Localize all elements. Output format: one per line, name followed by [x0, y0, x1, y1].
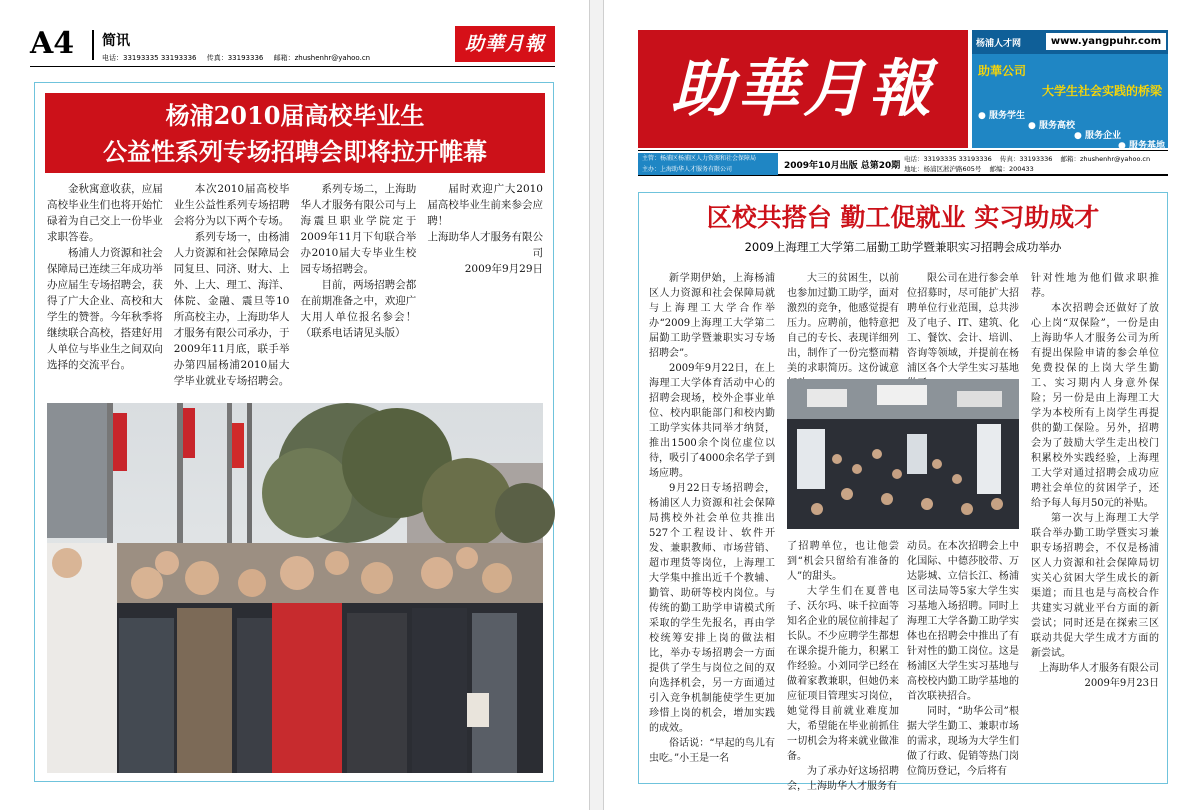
service-tag: ● 服务基地	[1118, 141, 1166, 151]
paragraph: 9月22日专场招聘会，杨浦区人力资源和社会保障局携校外社会单位共推出527个工程设计、软件开发、兼职教师、市场营销、超市理货等岗位，上海理工大学集中推出近千个教辅、勤管、助研等校内岗位。与传统的勤工助学申请模式所采取的学生先报名，再由学校统筹安排上岗的做法相比，举办专场招聘会一方面提供了学生与岗位之间的双向选择机会，另一方面通过引入竞争机制能使学生更加珍惜上岗的机会，增加实践的成效。	[649, 483, 775, 734]
header-phone: 电话：33193335 33193336	[102, 54, 197, 62]
paragraph: 大三的贫困生，以前也参加过勤工助学，面对激烈的竞争，他感觉提有压力。应聘前，他特意把自己的专长、表现详细列出，制作了一份完整而精美的求职简历。这份诚意	[787, 273, 899, 374]
page-number: A4	[30, 26, 75, 61]
title-line-2: 公益性系列专场招聘会即将拉开帷幕	[103, 137, 487, 166]
paragraph: 限公司在进行参会单位招募时，尽可能扩大招聘单位行业范围，总共涉及了电子、IT、建筑、化工、餐饮、会计、培训、咨询等领域，并提前在杨浦区各个大学生实习基地	[907, 273, 1019, 374]
paragraph: 届时欢迎广大2010届高校毕业生前来参会应聘！	[427, 183, 543, 227]
paragraph: 同时，“助华公司”根据大学生勤工、兼职市场的需求，现场为大学生们做了行政、促销等热门岗位简历登记，今后将有	[907, 706, 1019, 777]
publisher-box	[638, 153, 778, 175]
article-headline: 区校共搭台 勤工促就业 实习助成才	[706, 203, 1100, 232]
issue-info: 2009年10月出版 总第20期	[784, 161, 901, 171]
masthead-site-bar	[972, 30, 1168, 54]
masthead-side-panel	[972, 30, 1168, 151]
paragraph: 系列专场一，由杨浦人力资源和社会保障局会同复旦、同济、财大、上外、上大、理工、海洋、体院、金融、震旦等10所高校主办，上海助华人才服务有限公司承办，于2009年11月底，联手举办第四届杨浦2010届大学毕业就业专场招聘会。	[173, 231, 290, 387]
masthead-contacts	[904, 154, 1168, 174]
job-fair-photo	[787, 379, 1019, 529]
paragraph: 为了承办好这场招聘会，上海助华人才服务有	[787, 766, 899, 792]
paragraph: 新学期伊始，上海杨浦区人力资源和社会保障局就与上海理工大学合作举办“2009上海理工大学第二届勤工助学暨兼职实习专场招聘会”。	[649, 273, 775, 359]
paragraph: 俗话说：“早起的鸟儿有虫吃。”小王是一名	[649, 738, 775, 764]
paragraph: 系列专场二，上海助华人才服务有限公司与上海震旦职业学院定于2009年11月下旬联合举办2010届大专毕业生校园专场招聘会。	[300, 183, 417, 275]
paragraph: 本次招聘会还做好了放心上岗“双保险”，一份是由上海助华人才服务公司为所有提出保险申请的参会单位免费投保的上岗大学生勤工、实习期内人身意外保险；另一份是由上海理工大学为本校所有上岗学生再提供的勤工保险。另外，招聘会为了鼓励大学生走出校门积累校外实践经验，上海理工大学对通过招聘会成功应聘社会单位的贫困学子，还给予每人每月50元的补贴。	[1031, 303, 1159, 509]
slogan-line-2: 大学生社会实践的桥梁	[1041, 84, 1162, 98]
paragraph: 杨浦人力资源和社会保障局已连续三年成功举办应届生专场招聘会，获得了广大企业、高校和大学生的赞誉。今年秋季将继续联合高校，搭建好用人单位与毕业生之间双向选择的交流平台。	[47, 247, 163, 371]
left-article-body	[47, 181, 543, 393]
masthead-logo: 助華月報	[638, 30, 968, 148]
paragraph: 第一次与上海理工大学联合举办勤工助学暨实习兼职专场招聘会，不仅是杨浦区人力资源和社会保障局切实关心贫困大学生成长的新渠道；而且也是与高校合作共建实习就业平台方面的新尝试；同时还是在探索三区联动共促大学生成才方面的新尝试。	[1031, 513, 1159, 659]
header-logo: 助華月報	[455, 26, 555, 62]
title-line-1: 杨浦2010届高校毕业生	[165, 101, 425, 130]
header-fax: 传真：33193336	[206, 54, 264, 62]
masthead	[638, 30, 1168, 180]
signature-date: 2009年9月23日	[1084, 678, 1159, 689]
campus-crowd-photo	[47, 403, 543, 773]
paragraph: 本次2010届高校毕业生公益性系列专场招聘会将分为以下两个专场。	[173, 183, 290, 227]
article-column-2-top	[787, 271, 899, 375]
service-tag: ● 服务学生	[978, 111, 1026, 121]
signature-org: 上海助华人才服务有限公司	[1039, 663, 1159, 674]
paragraph: 动员。在本次招聘会上中化国际、中德莎胶带、万达影城、立信长江、杨浦区司法局等5家大学生实习基地入场招聘。同时上海理工大学各勤工助学实体也在招聘会中推出了有针对性的勤工岗位。这是杨浦区大学生实习基地与高校校内勤工助学基地的首次联袂招合。	[907, 541, 1019, 702]
contact-email: 邮箱：zhushenhr@yahoo.cn	[1060, 155, 1151, 163]
contact-phone: 电话：33193335 33193336	[904, 155, 992, 163]
page-gutter	[590, 0, 603, 810]
section-name: 简讯	[102, 33, 130, 49]
service-tag: ● 服务高校	[1028, 121, 1076, 131]
masthead-info-bar	[638, 150, 1168, 176]
publisher-text: 主办：上海助华人才服务有限公司	[642, 166, 733, 173]
paragraph: 2009年9月22日，在上海理工大学体育活动中心的招聘会现场，校外企事业单位、校内职能部门和校内勤工助学实体共同举才纳贤，推出1500余个岗位虚位以待，吸引了4000余名学子到场应聘。	[649, 363, 775, 479]
article-column-1	[649, 271, 775, 777]
header-contacts	[102, 53, 378, 63]
site-name: 杨浦人才网	[976, 39, 1022, 49]
article-column-4	[1031, 271, 1159, 777]
paragraph: 大学生们在夏普电子、沃尔玛、味千拉面等知名企业的展位前排起了长队。不少应聘学生都想在课余提升能力，积累工作经验。小刘同学已经在做着家教兼职，但她仍来应征项目管理实习岗位，她觉得目前就业难度加大，希望能在毕业前抓住一切机会为将来就业做准备。	[787, 586, 899, 762]
article-subheadline: 2009上海理工大学第二届勤工助学暨兼职实习招聘会成功举办	[744, 240, 1062, 254]
contact-postcode: 邮编：200433	[989, 165, 1034, 173]
right-page	[603, 0, 1193, 810]
service-tag: ● 服务企业	[1074, 131, 1122, 141]
left-article	[34, 82, 554, 782]
body-column-3	[301, 181, 417, 393]
host-text: 主管：杨浦区杨浦区人力资源和社会保障局	[642, 155, 757, 162]
left-page	[0, 0, 590, 810]
paragraph: 目前，两场招聘会都在前期准备之中，欢迎广大用人单位报名参会！（联系电话请见头版）	[300, 279, 417, 339]
article-column-2-bottom	[787, 539, 899, 792]
left-article-title	[45, 93, 545, 173]
paragraph: 针对性地为他们做求职推荐。	[1031, 273, 1159, 299]
body-column-2	[174, 181, 290, 393]
header-email: 邮箱：zhushenhr@yahoo.cn	[273, 54, 371, 62]
paragraph: 了招聘单位，也让他尝到“机会只留给有准备的人”的甜头。	[787, 541, 899, 582]
left-page-header	[30, 26, 555, 70]
body-column-1	[47, 181, 163, 393]
header-divider	[92, 30, 94, 60]
signature-date: 2009年9月29日	[464, 263, 543, 275]
contact-fax: 传真：33193336	[999, 155, 1053, 163]
article-column-3-top	[907, 271, 1019, 375]
body-column-4	[427, 181, 543, 393]
article-column-3-bottom	[907, 539, 1019, 777]
header-rule	[30, 66, 555, 67]
site-url[interactable]: www.yangpuhr.com	[1046, 33, 1166, 50]
paragraph: 金秋寓意收获，应届高校毕业生们也将开始忙碌着为自己交上一份毕业求职答卷。	[47, 183, 163, 243]
slogan-line-1: 助華公司	[978, 64, 1027, 78]
signature-org: 上海助华人才服务有限公司	[427, 231, 543, 259]
contact-address: 地址：杨浦区淞沪路605号	[904, 165, 982, 173]
right-article	[638, 192, 1168, 792]
